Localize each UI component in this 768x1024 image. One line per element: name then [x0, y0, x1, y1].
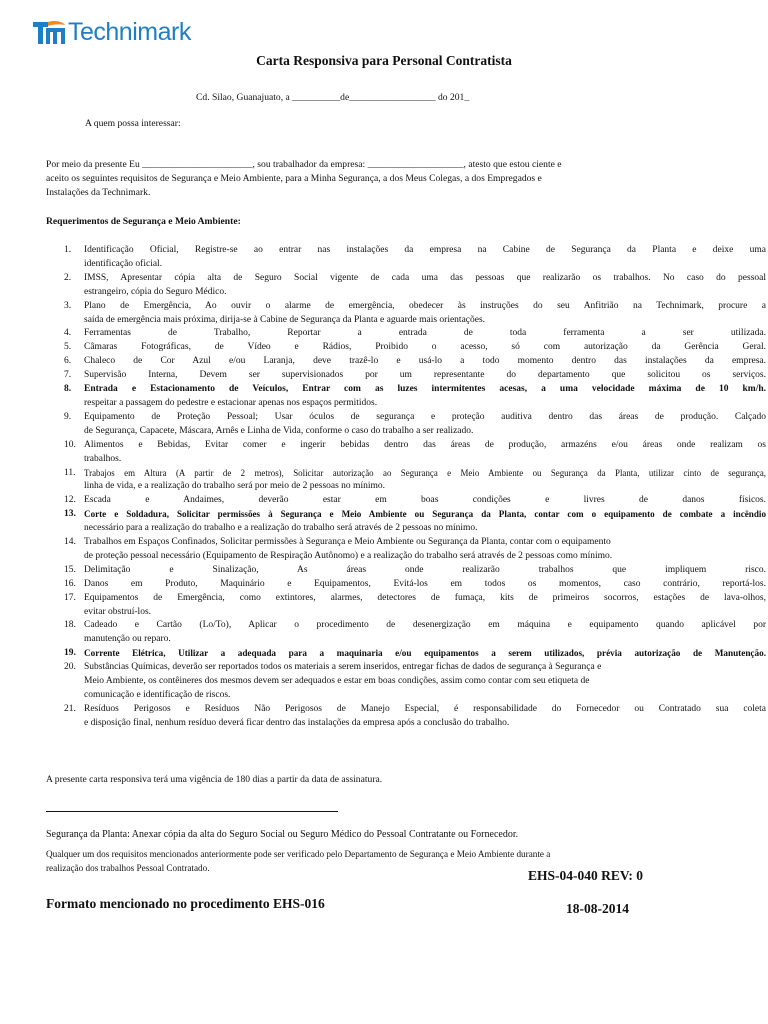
plant-security-note: Segurança da Planta: Anexar cópia da alta do Seguro Social ou Seguro Médico do Pessoal Contratante ou Fornecedor. — [46, 829, 519, 840]
document-code: EHS-04-040 REV: 0 — [528, 868, 644, 883]
list-item: 21. Resíduos Perigosos e Resíduos Não Perigosos de Manejo Especial, é responsabilidade do Fornecedor ou Contratado sua coleta e disposição final, nenhum resíduo deverá ficar dentro das instalações da empresa após a conclusão do trabalho. — [64, 703, 766, 728]
requirements-list — [46, 244, 766, 731]
list-item: 20. Substâncias Químicas, deverão ser reportados todos os materiais a serem inseridos, entregar fichas de dados de segurança à Segurança e Meio Ambiente, os contêineres dos mesmos devem ser adequados e estar em boas condições, assim como contar com seu etiqueta de comunicação e identificação de riscos. — [64, 662, 602, 700]
validity-note: A presente carta responsiva terá uma vigência de 180 dias a partir da data de assinatura. — [46, 774, 383, 785]
technimark-logo-icon — [32, 18, 66, 46]
list-item: 7. Supervisão Interna, Devem ser supervisionados por um representante do departamento que solicitou os serviços. — [64, 370, 766, 381]
list-item: 2. IMSS, Apresentar cópia alta de Seguro Social vigente de cada uma das pessoas que realizarão os trabalhos. No caso do pessoal estrangeiro, cópia do Seguro Médico. — [64, 272, 766, 297]
list-item: 10. Alimentos e Bebidas, Evitar comer e ingerir bebidas dentro das áreas de produção, armazéns e/ou áreas onde realizam os trabalhos. — [64, 439, 766, 464]
list-item: 5. Câmaras Fotográficas, de Vídeo e Rádios, Proibido o acesso, só com autorização da Gerência Geral. — [64, 342, 766, 353]
list-item: 12. Escada e Andaimes, deverão estar em boas condições e livres de danos físicos. — [64, 495, 766, 506]
page-title: Carta Responsiva para Personal Contratista — [256, 53, 512, 68]
list-item: 17. Equipamentos de Emergência, como extintores, alarmes, detectores de fumaça, kits de primeiros socorros, estações de lava-olhos, evitar obstruí-los. — [64, 592, 766, 617]
logo-text: Technimark — [68, 18, 191, 46]
date-line: Cd. Silao, Guanajuato, a __________de__________________ do 201_ — [196, 92, 470, 103]
company-logo — [32, 18, 191, 46]
intro-paragraph: Por meio da presente Eu _______________________, sou trabalhador da empresa: ____________________, atesto que estou ciente e aceito os seguintes requisitos de Segurança e Meio Ambiente, para a Minha Segurança, a dos Meus Colegas, a dos Empregados e Instalações da Technimark. — [46, 159, 562, 198]
list-item: 15. Delimitação e Sinalização, As áreas onde realizarão trabalhos que impliquem risco. — [64, 564, 766, 575]
list-item: 18. Cadeado e Cartão (Lo/To), Aplicar o procedimento de desenergização em máquina e equipamento quando aplicável por manutenção ou reparo. — [64, 620, 766, 645]
list-item: 16. Danos em Produto, Maquinário e Equipamentos, Evitá-los em todos os momentos, caso contrário, reportá-los. — [64, 578, 766, 589]
list-item: 14. Trabalhos em Espaços Confinados, Solicitar permissões à Segurança e Meio Ambiente ou Segurança da Planta, contar com o equipamento de proteção pessoal necessário (Equipamento de Respiração Autônomo) e a realização do trabalho será através de 2 pessoas como mínimo. — [64, 537, 613, 561]
verification-note: Qualquer um dos requisitos mencionados anteriormente pode ser verificado pelo Departamento de Segurança e Meio Ambiente durante a realização dos trabalhos Pessoal Contratado. — [46, 849, 551, 873]
list-item: 6. Chaleco de Cor Azul e/ou Laranja, deve trazê-lo e usá-lo a todo momento dentro das instalações da empresa. — [64, 356, 766, 367]
greeting: A quem possa interessar: — [85, 118, 181, 129]
requirements-title: Requerimentos de Segurança e Meio Ambiente: — [46, 216, 241, 227]
document-date: 18-08-2014 — [566, 901, 629, 916]
list-item: 9. Equipamento de Proteção Pessoal; Usar óculos de segurança e proteção auditiva dentro das áreas de produção. Calçado de Segurança, Capacete, Máscara, Arnês e Linha de Vida, conforme o caso do trabalho a ser realizado. — [64, 411, 766, 436]
list-item: 4. Ferramentas de Trabalho, Reportar a entrada de toda ferramenta a ser utilizada. — [64, 328, 766, 339]
list-item: 3. Plano de Emergência, Ao ouvir o alarme de emergência, obedecer às instruções do seu Anfitrião na Technimark, procure a saída de emergência mais próxima, dirija-se à Cabine de Segurança da Planta e aguarde mais orientações. — [64, 300, 766, 325]
list-item: 1. Identificação Oficial, Registre-se ao entrar nas instalações da empresa na Cabine de Segurança da Planta e deixe uma identificação oficial. — [64, 245, 766, 269]
list-item: 11. Trabajos em Altura (A partir de 2 metros), Solicitar autorização ao Segurança e Meio Ambiente ou Segurança da Planta, utilizar cinto de segurança, linha de vida, e a realização do trabalho será por meio de 2 pessoas no mínimo. — [64, 467, 766, 492]
list-item: 19. Corrente Elétrica, Utilizar a adequada para a maquinaria e/ou equipamentos a serem utilizados, prévia autorização de Manutenção. — [64, 648, 766, 659]
list-item: 13. Corte e Soldadura, Solicitar permissões à Segurança e Meio Ambiente ou Segurança da Planta, contar com o equipamento de combate a incêndio necessário para a realização do trabalho e a realização do trabalho será através de 2 pessoas no mínimo. — [64, 509, 766, 534]
list-item: 8. Entrada e Estacionamento de Veículos, Entrar com as luzes intermitentes acesas, a uma velocidade máxima de 10 km/h. respeitar a passagem do pedestre e estacionar apenas nos espaços permitidos. — [64, 384, 766, 408]
procedure-reference: Formato mencionado no procedimento EHS-016 — [46, 896, 325, 911]
signature-line — [46, 811, 338, 812]
